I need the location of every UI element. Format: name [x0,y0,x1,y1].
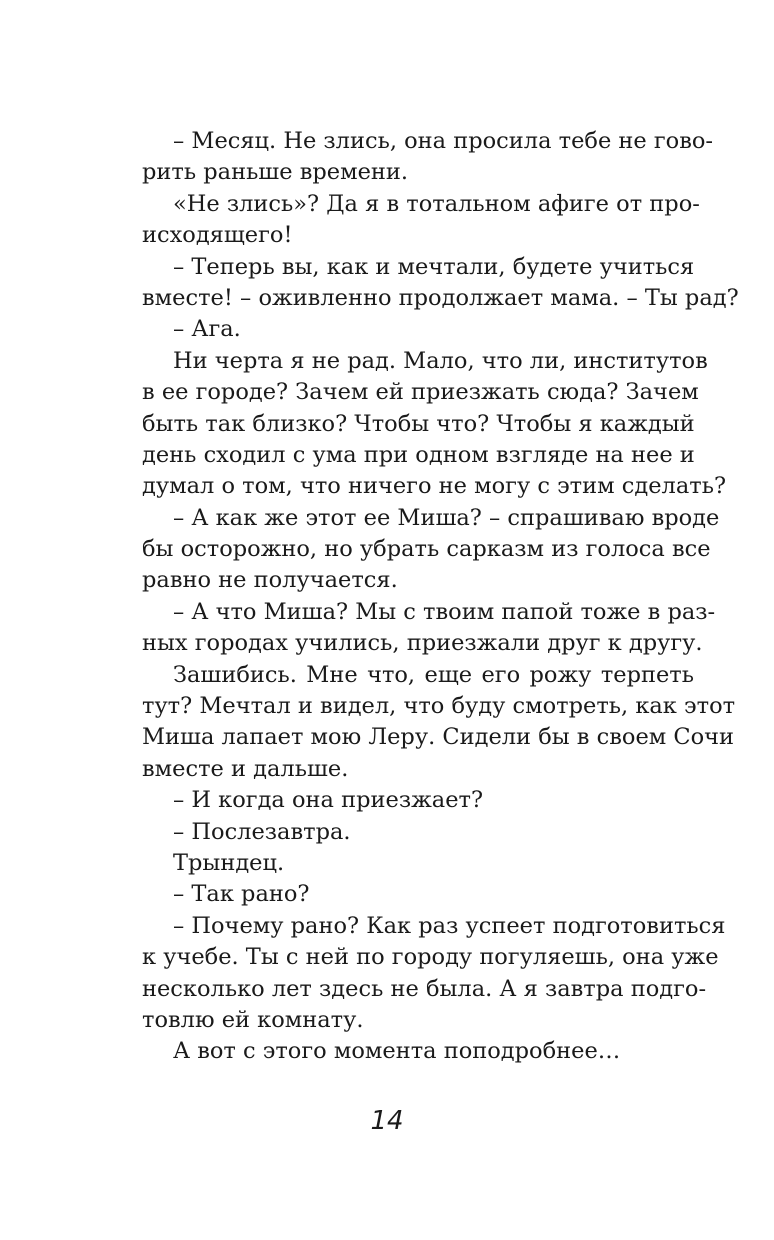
page-number: 14 [370,1106,404,1136]
text-line: товлю ей комнату. [142,1006,364,1033]
text-line: «Не злись»? Да я в тотальном афиге от про- [173,190,700,217]
text-line: бы осторожно, но убрать сарказм из голоса все [142,536,711,563]
text-line: – Теперь вы, как и мечтали, будете учиться [173,253,695,280]
text-line: в ее городе? Зачем ей приезжать сюда? Зачем [142,379,699,406]
text-line: думал о том, что ничего не могу с этим сделать? [142,473,727,500]
text-line: ных городах учились, приезжали друг к другу. [142,630,703,657]
text-line: – Ага. [173,316,241,343]
text-line: Миша лапает мою Леру. Сидели бы в своем Сочи [142,724,735,751]
text-line: – Почему рано? Как раз успеет подготовиться [173,912,726,939]
text-line: быть так близко? Чтобы что? Чтобы я каждый [142,410,695,437]
text-line: рить раньше времени. [142,159,409,186]
text-line: Зашибись. Мне что, еще его рожу терпеть [173,661,694,688]
text-line: вместе! – оживленно продолжает мама. – Ты рад? [142,284,739,311]
text-line: день сходил с ума при одном взгляде на нее и [142,441,695,468]
text-line: – А что Миша? Мы с твоим папой тоже в раз- [173,598,716,625]
text-line: к учебе. Ты с ней по городу погуляешь, она уже [142,944,719,971]
text-line: – Месяц. Не злись, она просила тебе не гово- [173,128,714,154]
body-text [142,126,739,1068]
text-line: несколько лет здесь не была. А я завтра подго- [142,975,707,1002]
text-line: Трындец. [173,849,285,876]
text-line: А вот с этого момента поподробнее… [173,1038,621,1065]
text-line: тут? Мечтал и видел, что буду смотреть, как этот [142,693,736,720]
text-line: – Так рано? [173,881,310,908]
text-line: – Послезавтра. [173,818,351,845]
text-line: – И когда она приезжает? [173,787,484,814]
text-line: вместе и дальше. [142,755,349,782]
text-line: Ни черта я не рад. Мало, что ли, институтов [173,347,708,374]
text-line: исходящего! [142,222,293,249]
text-line: равно не получается. [142,567,398,594]
text-line: – А как же этот ее Миша? – спрашиваю вроде [173,504,720,531]
